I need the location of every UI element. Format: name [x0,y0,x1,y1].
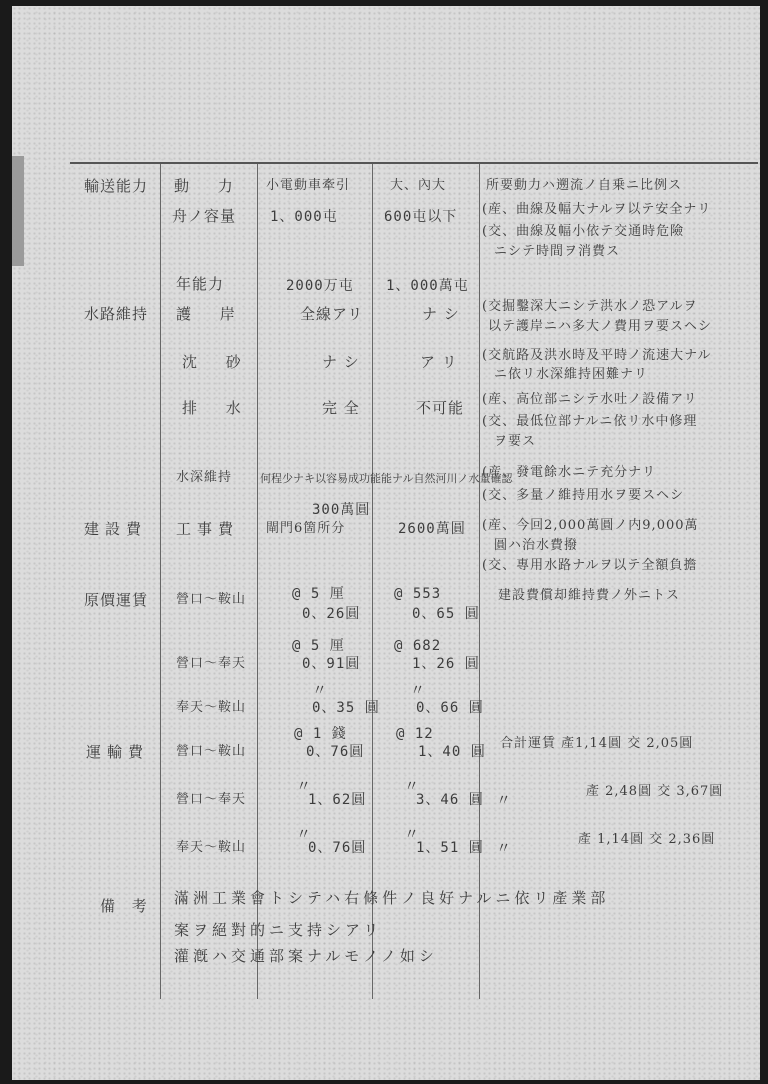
r7-col3a: 300萬圓 [312,502,371,518]
r2-item: 年能力 [176,275,225,293]
r3-col4: ナ シ [422,305,460,323]
r1-item: 舟ノ容量 [172,207,237,225]
r13-col4: 1、51 圓 [416,840,484,856]
r1-note-c: ニシテ時間ヲ消費ス [494,244,621,259]
r5-col4: 不可能 [416,399,465,417]
header-col1: 輸送能力 [84,177,149,195]
header-col5: 所要動力ハ遡流ノ自乗ニ比例ス [486,178,683,193]
r10-col4: 0、66 圓 [416,700,484,716]
table-top-rule [70,162,758,164]
r13-route: 奉天〜鞍山 [176,840,247,855]
r3-col3: 全線アリ [300,305,364,323]
r5-col3: 完 全 [322,399,360,417]
r12-note: 產 2,48圓 交 3,67圓 [586,784,724,799]
r12-ditto-4: 〃 [404,777,421,795]
r8-col3a: @ 5 厘 [292,586,345,602]
r12-col4: 3、46 圓 [416,792,484,808]
r9-col3b: 0、91圓 [302,656,361,672]
r11-col4a: @ 12 [396,726,434,742]
r4-item: 沈 砂 [182,353,253,371]
r3-note-b: 以テ護岸ニハ多大ノ費用ヲ要スヘシ [488,319,713,334]
r13-note: 產 1,14圓 交 2,36圓 [578,832,716,847]
r12-route: 營口〜奉天 [176,792,247,807]
torn-edge [12,156,24,266]
remarks-label: 備 考 [100,897,153,915]
r1-note-a: (産、曲線及幅大ナルヲ以テ安全ナリ [482,202,712,217]
r9-col4a: @ 682 [394,638,442,654]
r7-note-b: 圓ハ治水費撥 [494,538,579,553]
remarks-line-2: 案ヲ絕對的ニ支持シアリ [174,921,383,939]
r11-col3a: @ 1 錢 [294,726,347,742]
remarks-line-1: 滿洲工業會トシテハ右條件ノ良好ナルニ依リ產業部 [174,889,610,907]
r7-col3b: 閘門6箇所分 [266,521,346,536]
r7-col4: 2600萬圓 [398,521,466,537]
document-page [12,6,760,1080]
r6-item: 水深維持 [176,470,233,485]
header-col2: 動 力 [174,177,245,195]
header-col4: 大、內大 [390,178,447,193]
r6-note-b: (交、多量ノ維持用水ヲ要スヘシ [482,488,685,503]
r8-col4b: 0、65 圓 [412,606,480,622]
r5-note-b: (交、最低位部ナルニ依リ水中修理 [482,414,698,429]
r10-route: 奉天〜鞍山 [176,700,247,715]
r7-note-c: (交、專用水路ナルヲ以テ全額負擔 [482,558,698,573]
r6-note-a: (産、發電餘水ニテ充分ナリ [482,465,657,480]
r7-item: 工事費 [176,520,240,538]
r7-note-a: (産、今回2,000萬圓ノ内9,000萬 [482,518,699,533]
column-divider-1 [160,164,161,999]
column-divider-2 [257,164,258,999]
r12-ditto-5: 〃 [496,791,513,809]
r11-note: 合計運賃 產1,14圓 交 2,05圓 [500,736,694,751]
r3-category: 水路維持 [84,305,149,323]
r8-note: 建設費償却維持費ノ外ニトス [498,588,680,603]
r4-col3: ナ シ [322,353,360,371]
r8-route: 營口〜鞍山 [176,592,247,607]
r5-item: 排 水 [182,399,253,417]
r4-note-b: ニ依リ水深維持困難ナリ [494,367,649,382]
r4-note-a: (交航路及洪水時及平時ノ流速大ナル [482,348,712,363]
r11-col4b: 1、40 圓 [418,744,486,760]
r8-col3b: 0、26圓 [302,606,361,622]
r11-col3b: 0、76圓 [306,744,365,760]
r1-note-b: (交、曲線及幅小依テ交通時危險 [482,224,685,239]
r10-ditto-3: 〃 [312,681,329,699]
r5-note-c: ヲ要ス [494,434,537,449]
r13-col3: 0、76圓 [308,840,367,856]
remarks-line-3: 灌漑ハ交通部案ナルモノノ如シ [174,947,438,965]
r2-col4: 1、000萬屯 [386,278,469,294]
r3-item: 護 岸 [176,305,247,323]
r11-category: 運輸費 [86,743,150,761]
r8-category: 原價運賃 [84,591,149,609]
r6-col34: 何程少ナキ以容易成功能能ナル自然河川ノ水量確認 [260,472,513,485]
r12-ditto-3: 〃 [296,777,313,795]
r10-col3: 0、35 圓 [312,700,380,716]
r2-col3: 2000万屯 [286,278,354,294]
r13-ditto-3: 〃 [296,825,313,843]
r12-col3: 1、62圓 [308,792,367,808]
r8-col4a: @ 553 [394,586,442,602]
r4-col4: ア リ [420,353,458,371]
r13-ditto-4: 〃 [404,825,421,843]
column-divider-4 [479,164,480,999]
r9-col3a: @ 5 厘 [292,638,345,654]
r10-ditto-4: 〃 [410,681,427,699]
r5-note-a: (産、高位部ニシテ水吐ノ設備アリ [482,392,698,407]
r3-note-a: (交掘鑿深大ニシテ洪水ノ恐アルヲ [482,299,698,314]
r9-col4b: 1、26 圓 [412,656,480,672]
r11-route: 營口〜鞍山 [176,744,247,759]
r7-category: 建設費 [84,520,148,538]
header-col3: 小電動車牽引 [266,178,351,193]
r1-col4: 600屯以下 [384,209,458,225]
r9-route: 營口〜奉天 [176,656,247,671]
r1-col3: 1、000屯 [270,209,338,225]
column-divider-3 [372,164,373,999]
r13-ditto-5: 〃 [496,839,513,857]
